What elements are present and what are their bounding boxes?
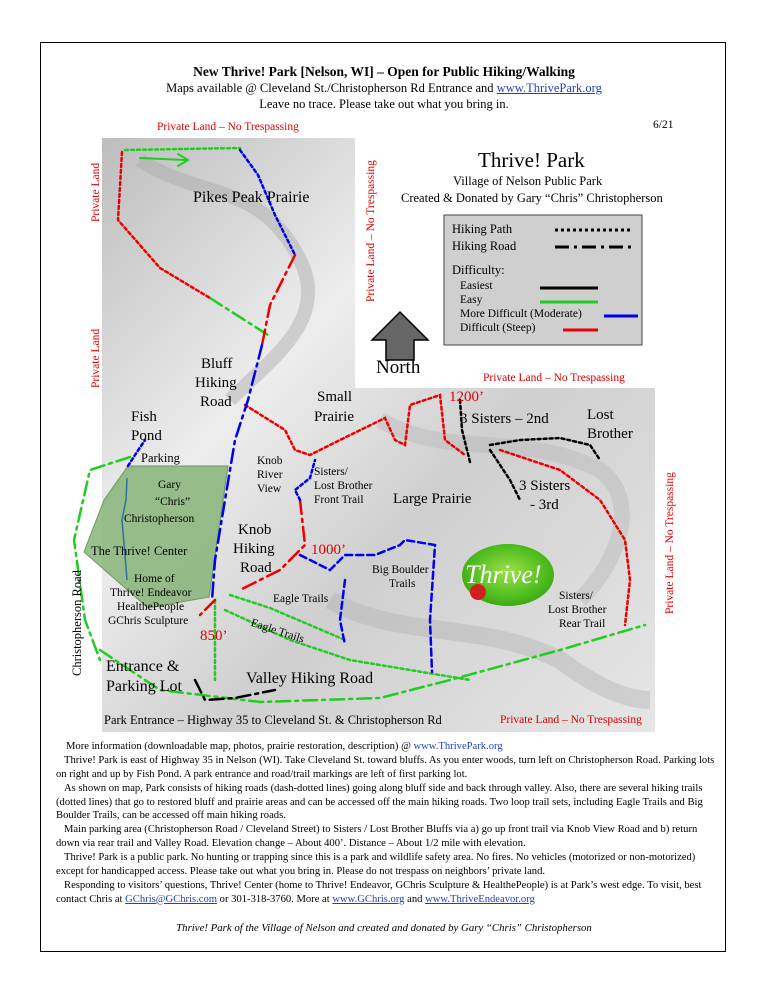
legend-moderate: More Difficult (Moderate) bbox=[460, 308, 582, 320]
label-valley-road: Valley Hiking Road bbox=[246, 670, 374, 687]
gchris-link[interactable]: www.GChris.org bbox=[332, 893, 405, 905]
private-land-right-vertical: Private Land – No Trespassing bbox=[664, 472, 676, 614]
label-knob-view-3: View bbox=[257, 483, 282, 495]
label-home-2: Thrive! Endeavor bbox=[110, 587, 192, 599]
private-land-right-top: Private Land – No Trespassing bbox=[483, 372, 625, 384]
label-parking: Parking bbox=[141, 451, 180, 465]
north-arrow-icon bbox=[372, 312, 428, 360]
info-p5-text-b: or 301-318-3760. More at bbox=[219, 893, 330, 905]
label-home-3: HealthePeople bbox=[117, 601, 185, 613]
thriveendeavor-link[interactable]: www.ThriveEndeavor.org bbox=[425, 893, 535, 905]
label-front-trail-2: Lost Brother bbox=[314, 480, 373, 492]
label-pikes-peak-prairie: Pikes Peak Prairie bbox=[193, 189, 310, 206]
label-bluff-road-2: Hiking bbox=[195, 375, 237, 391]
label-front-trail-1: Sisters/ bbox=[314, 466, 348, 478]
legend-title: Thrive! Park bbox=[478, 148, 585, 172]
label-fish-pond-1: Fish bbox=[131, 409, 157, 425]
leave-no-trace: Leave no trace. Please take out what you bring in. bbox=[259, 97, 509, 111]
legend-steep: Difficult (Steep) bbox=[460, 322, 536, 334]
legend-credit: Created & Donated by Gary “Chris” Christopherson bbox=[401, 191, 663, 205]
private-land-top: Private Land – No Trespassing bbox=[157, 121, 299, 133]
label-sisters-2nd: 3 Sisters – 2nd bbox=[460, 411, 549, 427]
info-more-text: More information (downloadable map, photos, prairie restoration, description) @ bbox=[66, 741, 411, 752]
page-title: New Thrive! Park [Nelson, WI] – Open for Public Hiking/Walking bbox=[193, 64, 575, 79]
label-thrive-center: The Thrive! Center bbox=[91, 544, 188, 558]
legend-hiking-road: Hiking Road bbox=[452, 239, 517, 253]
thrivepark-link[interactable]: www.ThrivePark.org bbox=[496, 81, 602, 95]
label-lost-brother-2: Brother bbox=[587, 426, 633, 442]
label-christopherson-road: Christopherson Road bbox=[70, 570, 84, 676]
label-entrance-2: Parking Lot bbox=[106, 678, 182, 695]
info-more-link[interactable]: www.ThrivePark.org bbox=[413, 741, 503, 752]
label-front-trail-3: Front Trail bbox=[314, 494, 364, 506]
label-home-4: GChris Sculpture bbox=[108, 615, 189, 627]
label-gary-3: Christopherson bbox=[124, 513, 195, 525]
label-elev-1000: 1000’ bbox=[311, 542, 346, 558]
label-bluff-road-3: Road bbox=[200, 394, 232, 410]
label-knob-road-3: Road bbox=[240, 560, 272, 576]
info-p2: As shown on map, Park consists of hiking roads (dash-dotted lines) going along bluff side and back through valley. Also, there are several hiking trails (dotted lines) that go to restored bluff and prairie areas and can be accessed off the main hiking roads. Two loop trail sets, including Eagle Trails and Big Boulder Trails, can be accessed off main hiking roads. bbox=[56, 783, 703, 822]
info-p1: Thrive! Park is east of Highway 35 in Nelson (WI). Take Cleveland St. toward bluffs. As you enter woods, turn left on Christopherson Road. Parking lots on right and up by Fish Pond. A park entrance and road/trail markings are left of first parking lot. bbox=[56, 755, 715, 780]
label-elev-850: 850’ bbox=[200, 628, 228, 644]
info-p5-and: and bbox=[407, 893, 423, 905]
footer-credit: Thrive! Park of the Village of Nelson and created and donated by Gary “Chris” Christopherson bbox=[176, 922, 592, 934]
date-label: 6/21 bbox=[653, 119, 674, 131]
label-big-boulder-2: Trails bbox=[389, 578, 416, 590]
info-p4: Thrive! Park is a public park. No hunting or trapping since this is a park and wildlife safety area. No fires. No vehicles (motorized or non-motorized) except for handicapped access. Please take out what you bring in. Please do not trespass on neighbors’ private land. bbox=[56, 852, 696, 877]
maps-available-text: Maps available @ Cleveland St./Christopherson Rd Entrance and bbox=[166, 81, 494, 95]
legend-easiest: Easiest bbox=[460, 280, 493, 292]
label-bluff-road-1: Bluff bbox=[201, 356, 233, 372]
email-link[interactable]: GChris@GChris.com bbox=[125, 893, 218, 905]
legend-subtitle: Village of Nelson Public Park bbox=[453, 174, 603, 188]
label-eagle-trails-2: Eagle Trails bbox=[249, 617, 306, 646]
label-rear-trail-3: Rear Trail bbox=[559, 618, 606, 630]
label-knob-view-2: River bbox=[257, 469, 283, 481]
label-lost-brother-1: Lost bbox=[587, 407, 614, 423]
legend-easy: Easy bbox=[460, 294, 483, 306]
private-land-bottom-right: Private Land – No Trespassing bbox=[500, 714, 642, 726]
label-home-1: Home of bbox=[134, 573, 175, 585]
private-land-left-mid: Private Land bbox=[90, 328, 102, 388]
private-land-left-top: Private Land bbox=[90, 162, 102, 222]
legend-hiking-path: Hiking Path bbox=[452, 222, 513, 236]
label-park-entrance: Park Entrance – Highway 35 to Cleveland St. & Christopherson Rd bbox=[104, 713, 442, 727]
label-elev-1200: 1200’ bbox=[449, 389, 484, 405]
label-knob-road-2: Hiking bbox=[233, 541, 275, 557]
label-knob-road-1: Knob bbox=[238, 522, 272, 538]
info-p5-text-a: Responding to visitors’ questions, Thrive! Center (home to Thrive! Endeavor, GChris Sculpture & HealthePeople) is at Park’s west edge. To visit, best contact Chris at bbox=[56, 880, 702, 905]
label-large-prairie: Large Prairie bbox=[393, 491, 472, 507]
label-small-prairie-2: Prairie bbox=[314, 409, 354, 425]
label-rear-trail-1: Sisters/ bbox=[559, 590, 593, 602]
info-more bbox=[56, 740, 716, 754]
label-small-prairie-1: Small bbox=[317, 389, 353, 405]
label-entrance-1: Entrance & bbox=[106, 658, 180, 675]
label-gary-1: Gary bbox=[158, 479, 181, 491]
label-sisters-3rd-1: 3 Sisters bbox=[519, 478, 571, 494]
label-thrive-logo: Thrive! bbox=[465, 560, 542, 589]
label-rear-trail-2: Lost Brother bbox=[548, 604, 607, 616]
label-fish-pond-2: Pond bbox=[131, 428, 162, 444]
label-eagle-trails-1: Eagle Trails bbox=[273, 593, 329, 605]
label-gary-2: “Chris” bbox=[155, 496, 191, 508]
label-knob-view-1: Knob bbox=[257, 455, 283, 467]
label-sisters-3rd-2: - 3rd bbox=[530, 497, 559, 513]
legend-difficulty: Difficulty: bbox=[452, 263, 505, 277]
private-land-center-vertical: Private Land – No Trespassing bbox=[365, 160, 377, 302]
info-p3: Main parking area (Christopherson Road / Cleveland Street) to Sisters / Lost Brother Bluffs via a) go up front trail via Knob View Road and b) return down via rear trail and Valley Road. Elevation change – About 400’. Distance – About 1/2 mile with elevation. bbox=[56, 824, 698, 849]
info-p5 bbox=[56, 879, 716, 906]
north-label: North bbox=[376, 357, 421, 378]
label-big-boulder-1: Big Boulder bbox=[372, 564, 429, 576]
